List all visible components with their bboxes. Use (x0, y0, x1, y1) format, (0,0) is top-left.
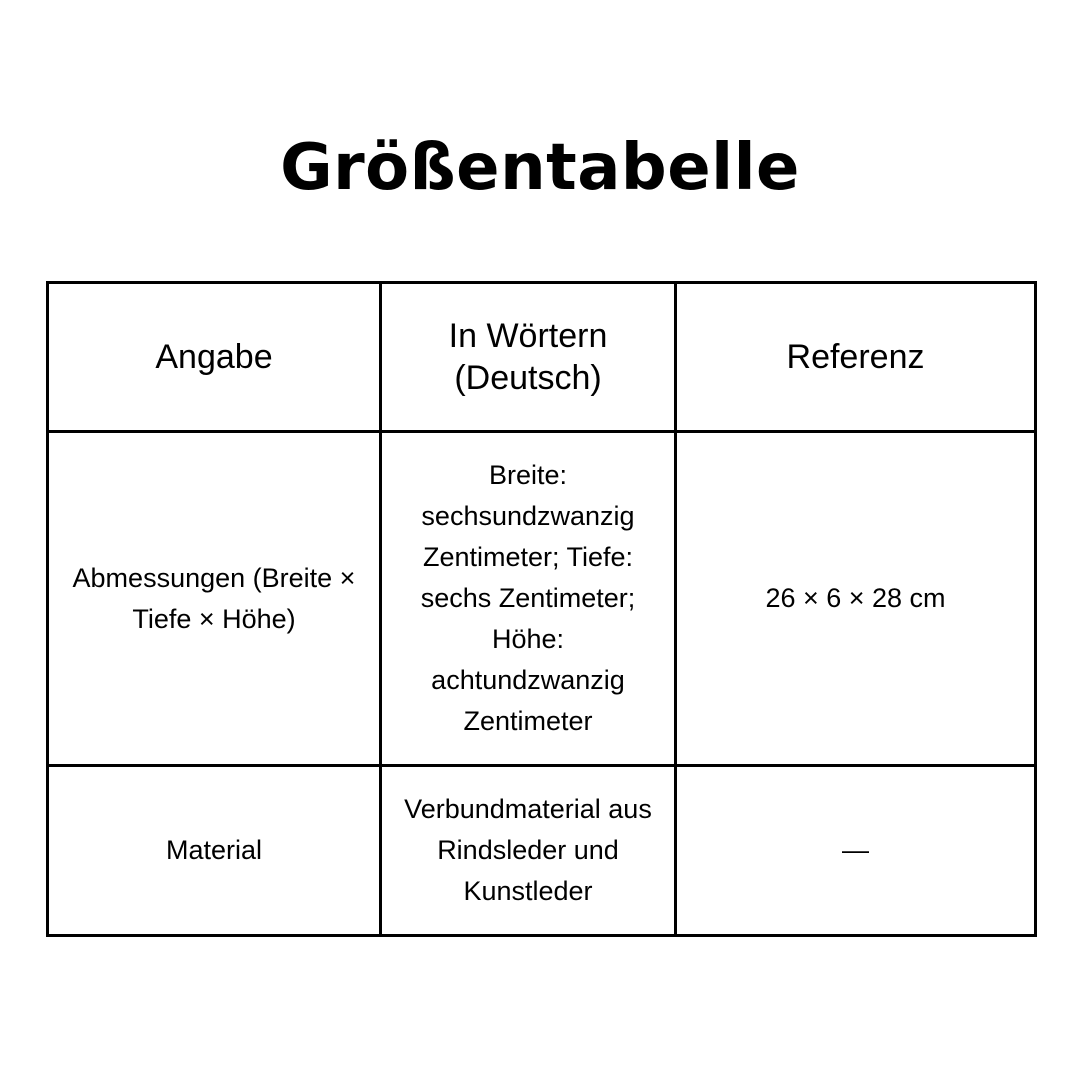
table-row (48, 432, 1036, 766)
cell-referenz: — (676, 766, 1036, 936)
table-row (48, 766, 1036, 936)
header-referenz: Referenz (676, 283, 1036, 432)
page-title: Größentabelle (280, 131, 800, 205)
cell-in-woertern: Verbundmaterial aus Rindsleder und Kunstleder (381, 766, 676, 936)
table-header-row (48, 283, 1036, 432)
header-in-woertern: In Wörtern (Deutsch) (381, 283, 676, 432)
cell-angabe: Abmessungen (Breite × Tiefe × Höhe) (48, 432, 381, 766)
size-table (46, 281, 1037, 937)
header-angabe: Angabe (48, 283, 381, 432)
cell-angabe: Material (48, 766, 381, 936)
cell-in-woertern: Breite: sechsundzwanzig Zentimeter; Tiefe: sechs Zentimeter; Höhe: achtundzwanzig Zentimeter (381, 432, 676, 766)
cell-referenz: 26 × 6 × 28 cm (676, 432, 1036, 766)
